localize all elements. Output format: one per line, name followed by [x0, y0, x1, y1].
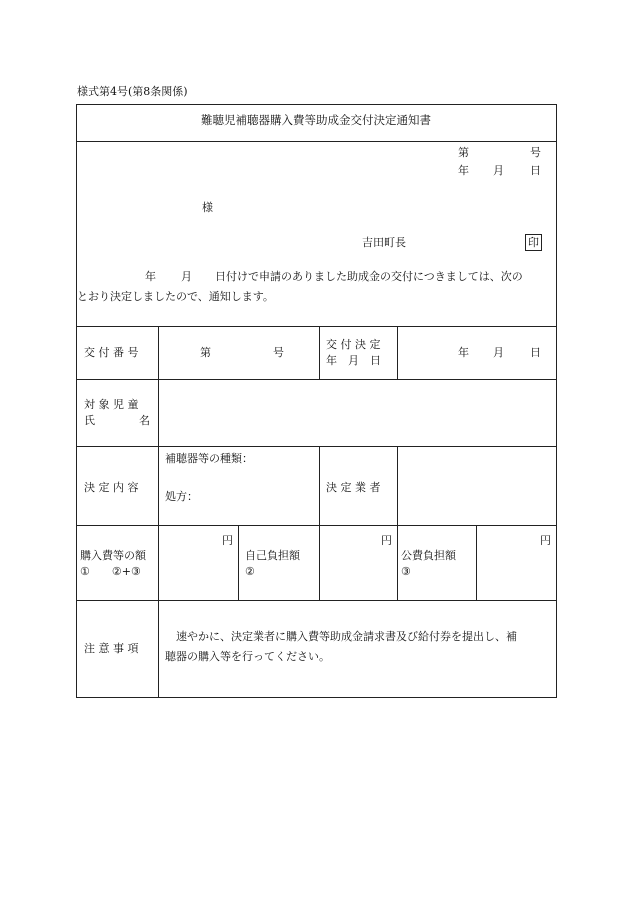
decision-date-label-1: 交 付 決 定: [326, 338, 381, 351]
document-title: 難聴児補聴器購入費等助成金交付決定通知書: [201, 113, 431, 127]
row-separator-5: [76, 600, 557, 601]
header-date-month: 月: [493, 164, 504, 177]
purchase-amount-yen: 円: [222, 534, 233, 547]
decision-date-year: 年: [458, 346, 469, 359]
row4-divider-a: [238, 525, 239, 600]
self-pay-yen: 円: [381, 534, 392, 547]
decision-date-day: 日: [530, 346, 541, 359]
vendor-field[interactable]: [399, 448, 555, 524]
public-pay-label: 公費負担額: [401, 549, 456, 562]
recipient-honorific: 様: [202, 201, 213, 214]
frame-bottom: [76, 697, 557, 698]
frame-top: [76, 104, 557, 105]
grant-number-prefix: 第: [200, 346, 211, 359]
child-name-field[interactable]: [160, 381, 555, 445]
header-date-year: 年: [458, 164, 469, 177]
public-pay-yen: 円: [540, 534, 551, 547]
body-year: 年: [145, 270, 156, 283]
header-number-suffix: 号: [530, 146, 541, 159]
self-pay-label: 自己負担額: [245, 549, 300, 562]
issuer-name: 吉田町長: [362, 236, 406, 249]
frame-left: [76, 104, 77, 698]
form-number-label: 様式第4号(第8条関係): [77, 85, 188, 98]
frame-right: [556, 104, 557, 698]
grant-number-suffix: 号: [273, 346, 284, 359]
seal-mark: 印: [525, 234, 542, 251]
row1-divider-b: [397, 326, 398, 379]
purchase-amount-label-1: 購入費等の額: [80, 549, 146, 562]
notes-line1: 速やかに、決定業者に購入費等助成金請求書及び給付券を提出し、補: [176, 630, 517, 643]
decision-date-label-2: 年 月 日: [326, 354, 381, 367]
self-pay-number: ②: [245, 565, 255, 578]
body-line2: とおり決定しましたので、通知します。: [77, 290, 274, 303]
row3-divider-a: [319, 446, 320, 525]
row4-divider-b: [319, 525, 320, 600]
header-number-prefix: 第: [458, 146, 469, 159]
row-separator-1: [76, 326, 557, 327]
row-separator-3: [76, 446, 557, 447]
child-name-label-2: 氏 名: [84, 414, 150, 427]
title-separator: [76, 141, 557, 142]
body-line1-rest: 日付けで申請のありました助成金の交付につきましては、次の: [215, 270, 523, 283]
decision-content-label: 決 定 内 容: [84, 481, 139, 494]
public-pay-number: ③: [401, 565, 411, 578]
purchase-amount-label-2: ① ②+③: [80, 565, 141, 578]
prescription-label: 処方：: [165, 490, 198, 503]
body-month: 月: [181, 270, 192, 283]
self-pay-field[interactable]: [321, 550, 395, 598]
grant-number-label: 交 付 番 号: [84, 346, 139, 359]
row-separator-2: [76, 379, 557, 380]
row4-divider-c: [397, 525, 398, 600]
header-date-day: 日: [530, 164, 541, 177]
row4-divider-d: [476, 525, 477, 600]
public-pay-field[interactable]: [478, 550, 555, 598]
notes-label: 注 意 事 項: [84, 642, 139, 655]
device-type-label: 補聴器等の種類：: [165, 452, 253, 465]
decision-date-month: 月: [493, 346, 504, 359]
row1-divider-a: [319, 326, 320, 379]
purchase-amount-field[interactable]: [160, 550, 236, 598]
vendor-label: 決 定 業 者: [326, 481, 381, 494]
child-name-label-1: 対 象 児 童: [84, 398, 139, 411]
row3-divider-b: [397, 446, 398, 525]
label-column-divider: [158, 326, 159, 697]
row-separator-4: [76, 525, 557, 526]
notes-line2: 聴器の購入等を行ってください。: [165, 650, 330, 663]
